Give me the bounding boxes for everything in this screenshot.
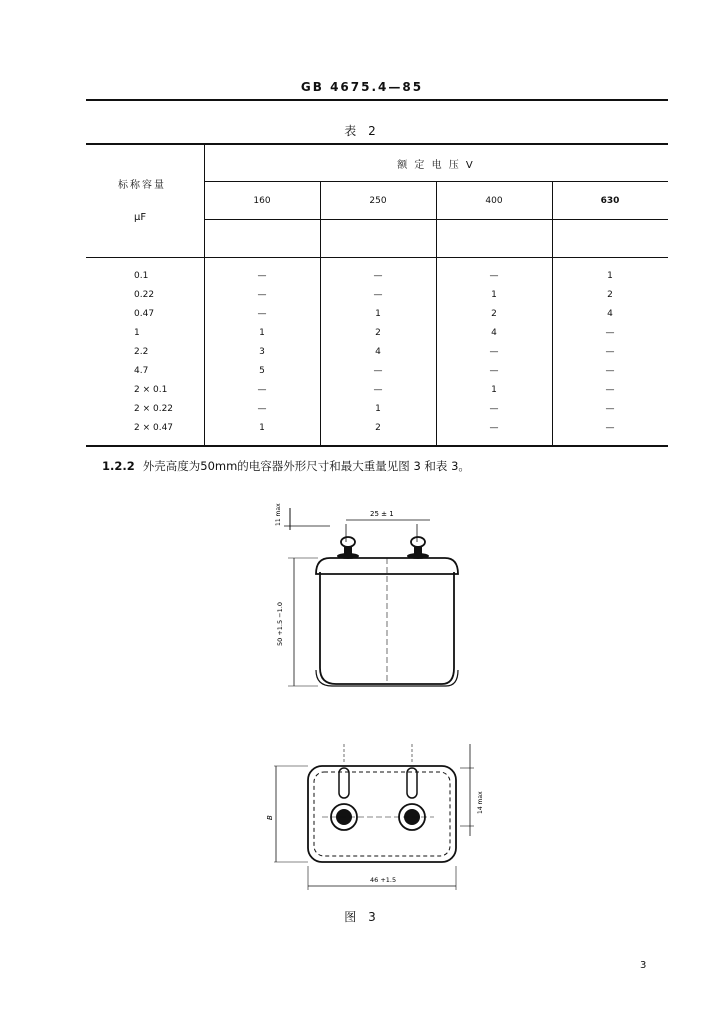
- table-vline-1: [204, 143, 205, 445]
- table-vline-3: [436, 181, 437, 445]
- table-cell: 3: [259, 347, 265, 357]
- capacity-header: 标称容量: [118, 180, 166, 191]
- table-cell: 1: [259, 328, 265, 338]
- table-cell: 4: [375, 347, 381, 357]
- table-row-cap: 2 × 0.1: [134, 385, 168, 395]
- table-cell: 4: [607, 309, 613, 319]
- dim-depth-label: B: [266, 815, 274, 820]
- table-cell: —: [373, 385, 383, 395]
- table-row-cap: 2 × 0.22: [134, 404, 174, 414]
- table-cell: —: [373, 366, 383, 376]
- table-cell: 2: [607, 290, 613, 300]
- table-row-cap: 1: [134, 328, 140, 338]
- table-cell: 1: [375, 404, 381, 414]
- table-cell: —: [605, 347, 615, 357]
- table-cell: 2: [491, 309, 497, 319]
- table-cell: —: [605, 328, 615, 338]
- page-number: 3: [640, 960, 647, 971]
- voltage-160: 160: [253, 196, 271, 206]
- table-cell: —: [489, 347, 499, 357]
- table-row-cap: 0.1: [134, 271, 149, 281]
- table-row-cap: 4.7: [134, 366, 149, 376]
- standard-number: GB 4675.4—85: [300, 80, 424, 94]
- table-bottom-rule: [86, 445, 668, 447]
- table-cell: —: [489, 423, 499, 433]
- table-vline-4: [552, 181, 553, 445]
- voltage-header: 额 定 电 压 V: [397, 160, 475, 171]
- voltage-400: 400: [485, 196, 503, 206]
- table-cell: —: [605, 385, 615, 395]
- dim-body-width: 46 +1.5: [370, 876, 397, 884]
- dim-body-height: 50 +1.5 −1.0: [276, 602, 284, 646]
- table-row-cap: 0.22: [134, 290, 155, 300]
- table-cell: —: [489, 366, 499, 376]
- capacitor-top-view: [264, 742, 500, 894]
- table-top-rule: [86, 143, 668, 145]
- header-rule: [86, 99, 668, 101]
- table-cell: —: [257, 309, 267, 319]
- table-header-bottom-rule: [86, 257, 668, 258]
- table-cell: 1: [259, 423, 265, 433]
- table-cell: —: [605, 404, 615, 414]
- table-cell: —: [489, 271, 499, 281]
- dim-terminal-height-max: 14 max: [477, 791, 484, 814]
- table-cell: 2: [375, 423, 381, 433]
- voltage-250: 250: [369, 196, 387, 206]
- table-row-cap: 2 × 0.47: [134, 423, 174, 433]
- table-cell: —: [373, 290, 383, 300]
- table-cell: 1: [607, 271, 613, 281]
- table-cell: —: [605, 423, 615, 433]
- table-cell: —: [257, 290, 267, 300]
- dim-terminal-max: 11 max: [275, 503, 282, 526]
- table-cell: —: [257, 385, 267, 395]
- table-cell: 5: [259, 366, 265, 376]
- table-cell: —: [257, 404, 267, 414]
- table-cell: 1: [491, 385, 497, 395]
- table-cell: —: [489, 404, 499, 414]
- table-cell: —: [605, 366, 615, 376]
- table-cell: —: [373, 271, 383, 281]
- capacity-unit: μF: [134, 212, 147, 223]
- voltage-630: 630: [600, 196, 620, 206]
- dim-terminal-pitch: 25 ± 1: [370, 510, 394, 518]
- table-cell: 4: [491, 328, 497, 338]
- capacitor-front-view: [270, 498, 470, 708]
- clause-number: 1.2.2: [102, 459, 135, 473]
- table-row-cap: 0.47: [134, 309, 155, 319]
- figure-caption: 图 3: [344, 910, 380, 924]
- table-row-cap: 2.2: [134, 347, 149, 357]
- table-cell: 2: [375, 328, 381, 338]
- table-cell: 1: [375, 309, 381, 319]
- table-cell: 1: [491, 290, 497, 300]
- table-caption: 表 2: [344, 124, 380, 138]
- table-cell: —: [257, 271, 267, 281]
- table-vline-2: [320, 181, 321, 445]
- clause-paragraph: [102, 458, 470, 474]
- clause-text: 外壳高度为50mm的电容器外形尺寸和最大重量见图 3 和表 3。: [142, 459, 470, 473]
